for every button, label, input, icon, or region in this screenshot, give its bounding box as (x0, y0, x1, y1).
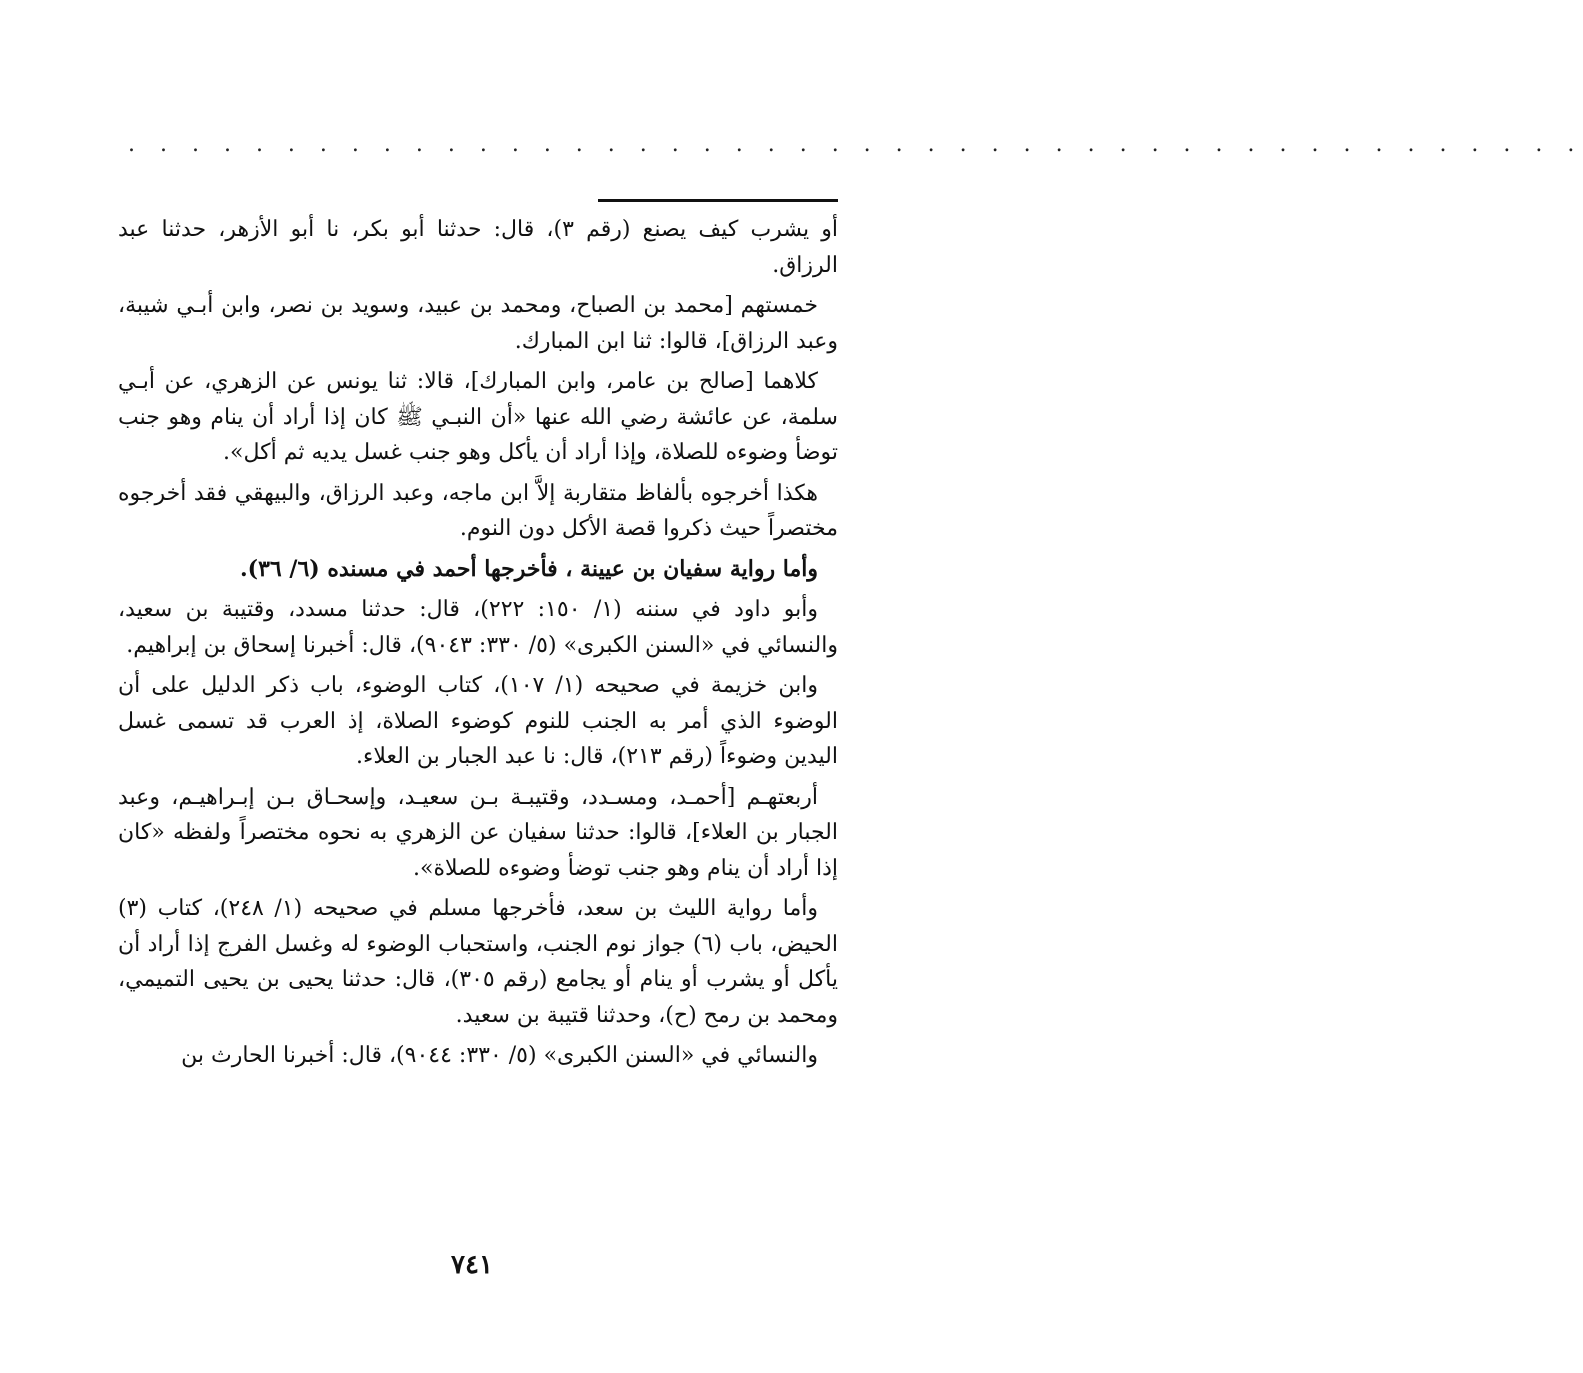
paragraph: أو يشرب كيف يصنع (رقم ٣)، قال: حدثنا أبو بكر، نا أبو الأزهر، حدثنا عبد الرزاق. (118, 217, 838, 278)
paragraph: وأما رواية الليث بن سعد، فأخرجها مسلم في صحيحه (١/ ٢٤٨)، كتاب (٣) الحيض، باب (٦) جواز نوم الجنب، واستحباب الوضوء له وغسل الفرج إذا أراد أن يأكل أو يشرب أو ينام أو يجامع (رقم ٣٠٥)، قال: حدثنا يحيى بن يحيى التميمي، ومحمد بن رمح (ح)، وحدثنا قتيبة بن سعيد. (118, 896, 839, 1028)
footnote-rule (598, 199, 838, 202)
paragraph: والنسائي في «السنن الكبرى» (٥/ ٣٣٠: ٩٠٤٤)، قال: أخبرنا الحارث بن (181, 1043, 818, 1068)
paragraph: وأبو داود في سننه (١/ ١٥٠: ٢٢٢)، قال: حدثنا مسدد، وقتيبة بن سعيد، والنسائي في «السنن الكبرى» (٥/ ٣٣٠: ٩٠٤٣)، قال: أخبرنا إسحاق بن إبراهيم. (118, 597, 838, 658)
separator-dots: . . . . . . . . . . . . . . . . . . . . . . . . . . . . . . . . . . . . . . . . . . . . . . (128, 132, 1583, 157)
paragraph: أربعتهـم [أحمـد، ومسـدد، وقتيبـة بـن سعيـد، وإسحـاق بـن إبـراهيـم، وعبد الجبار بن العلاء]، قالوا: حدثنا سفيان عن الزهري به نحوه مختصراً ولفظه «كان إذا أراد أن ينام وهو جنب توضأ وضوءه للصلاة». (118, 784, 838, 881)
page-number: ٧٤١ (451, 1250, 493, 1280)
paragraph: كلاهما [صالح بن عامر، وابن المبارك]، قالا: ثنا يونس عن الزهري، عن أبـي سلمة، عن عائشة رضي الله عنها «أن النبـي ﷺ كان إذا أراد أن ينام وهو جنب توضأ وضوءه للصلاة، وإذا أراد أن يأكل وهو جنب غسل يديه ثم أكل». (118, 369, 838, 465)
paragraph: هكذا أخرجوه بألفاظ متقاربة إلاَّ ابن ماجه، وعبد الرزاق، والبيهقي فقد أخرجوه مختصراً حيث ذكروا قصة الأكل دون النوم. (118, 480, 838, 541)
paragraph: وأما رواية سفيان بن عيينة ، فأخرجها أحمد في مسنده (٦/ ٣٦). (240, 555, 818, 582)
body-text (118, 212, 838, 1079)
paragraph: وابن خزيمة في صحيحه (١/ ١٠٧)، كتاب الوضوء، باب ذكر الدليل على أن الوضوء الذي أمر به الجنب للنوم كوضوء الصلاة، إذ العرب قد تسمى غسل اليدين وضوءاً (رقم ٢١٣)، قال: نا عبد الجبار بن العلاء. (118, 673, 838, 769)
paragraph: خمستهم [محمد بن الصباح، ومحمد بن عبيد، وسويد بن نصر، وابن أبـي شيبة، وعبد الرزاق]، قالوا: ثنا ابن المبارك. (118, 293, 838, 354)
